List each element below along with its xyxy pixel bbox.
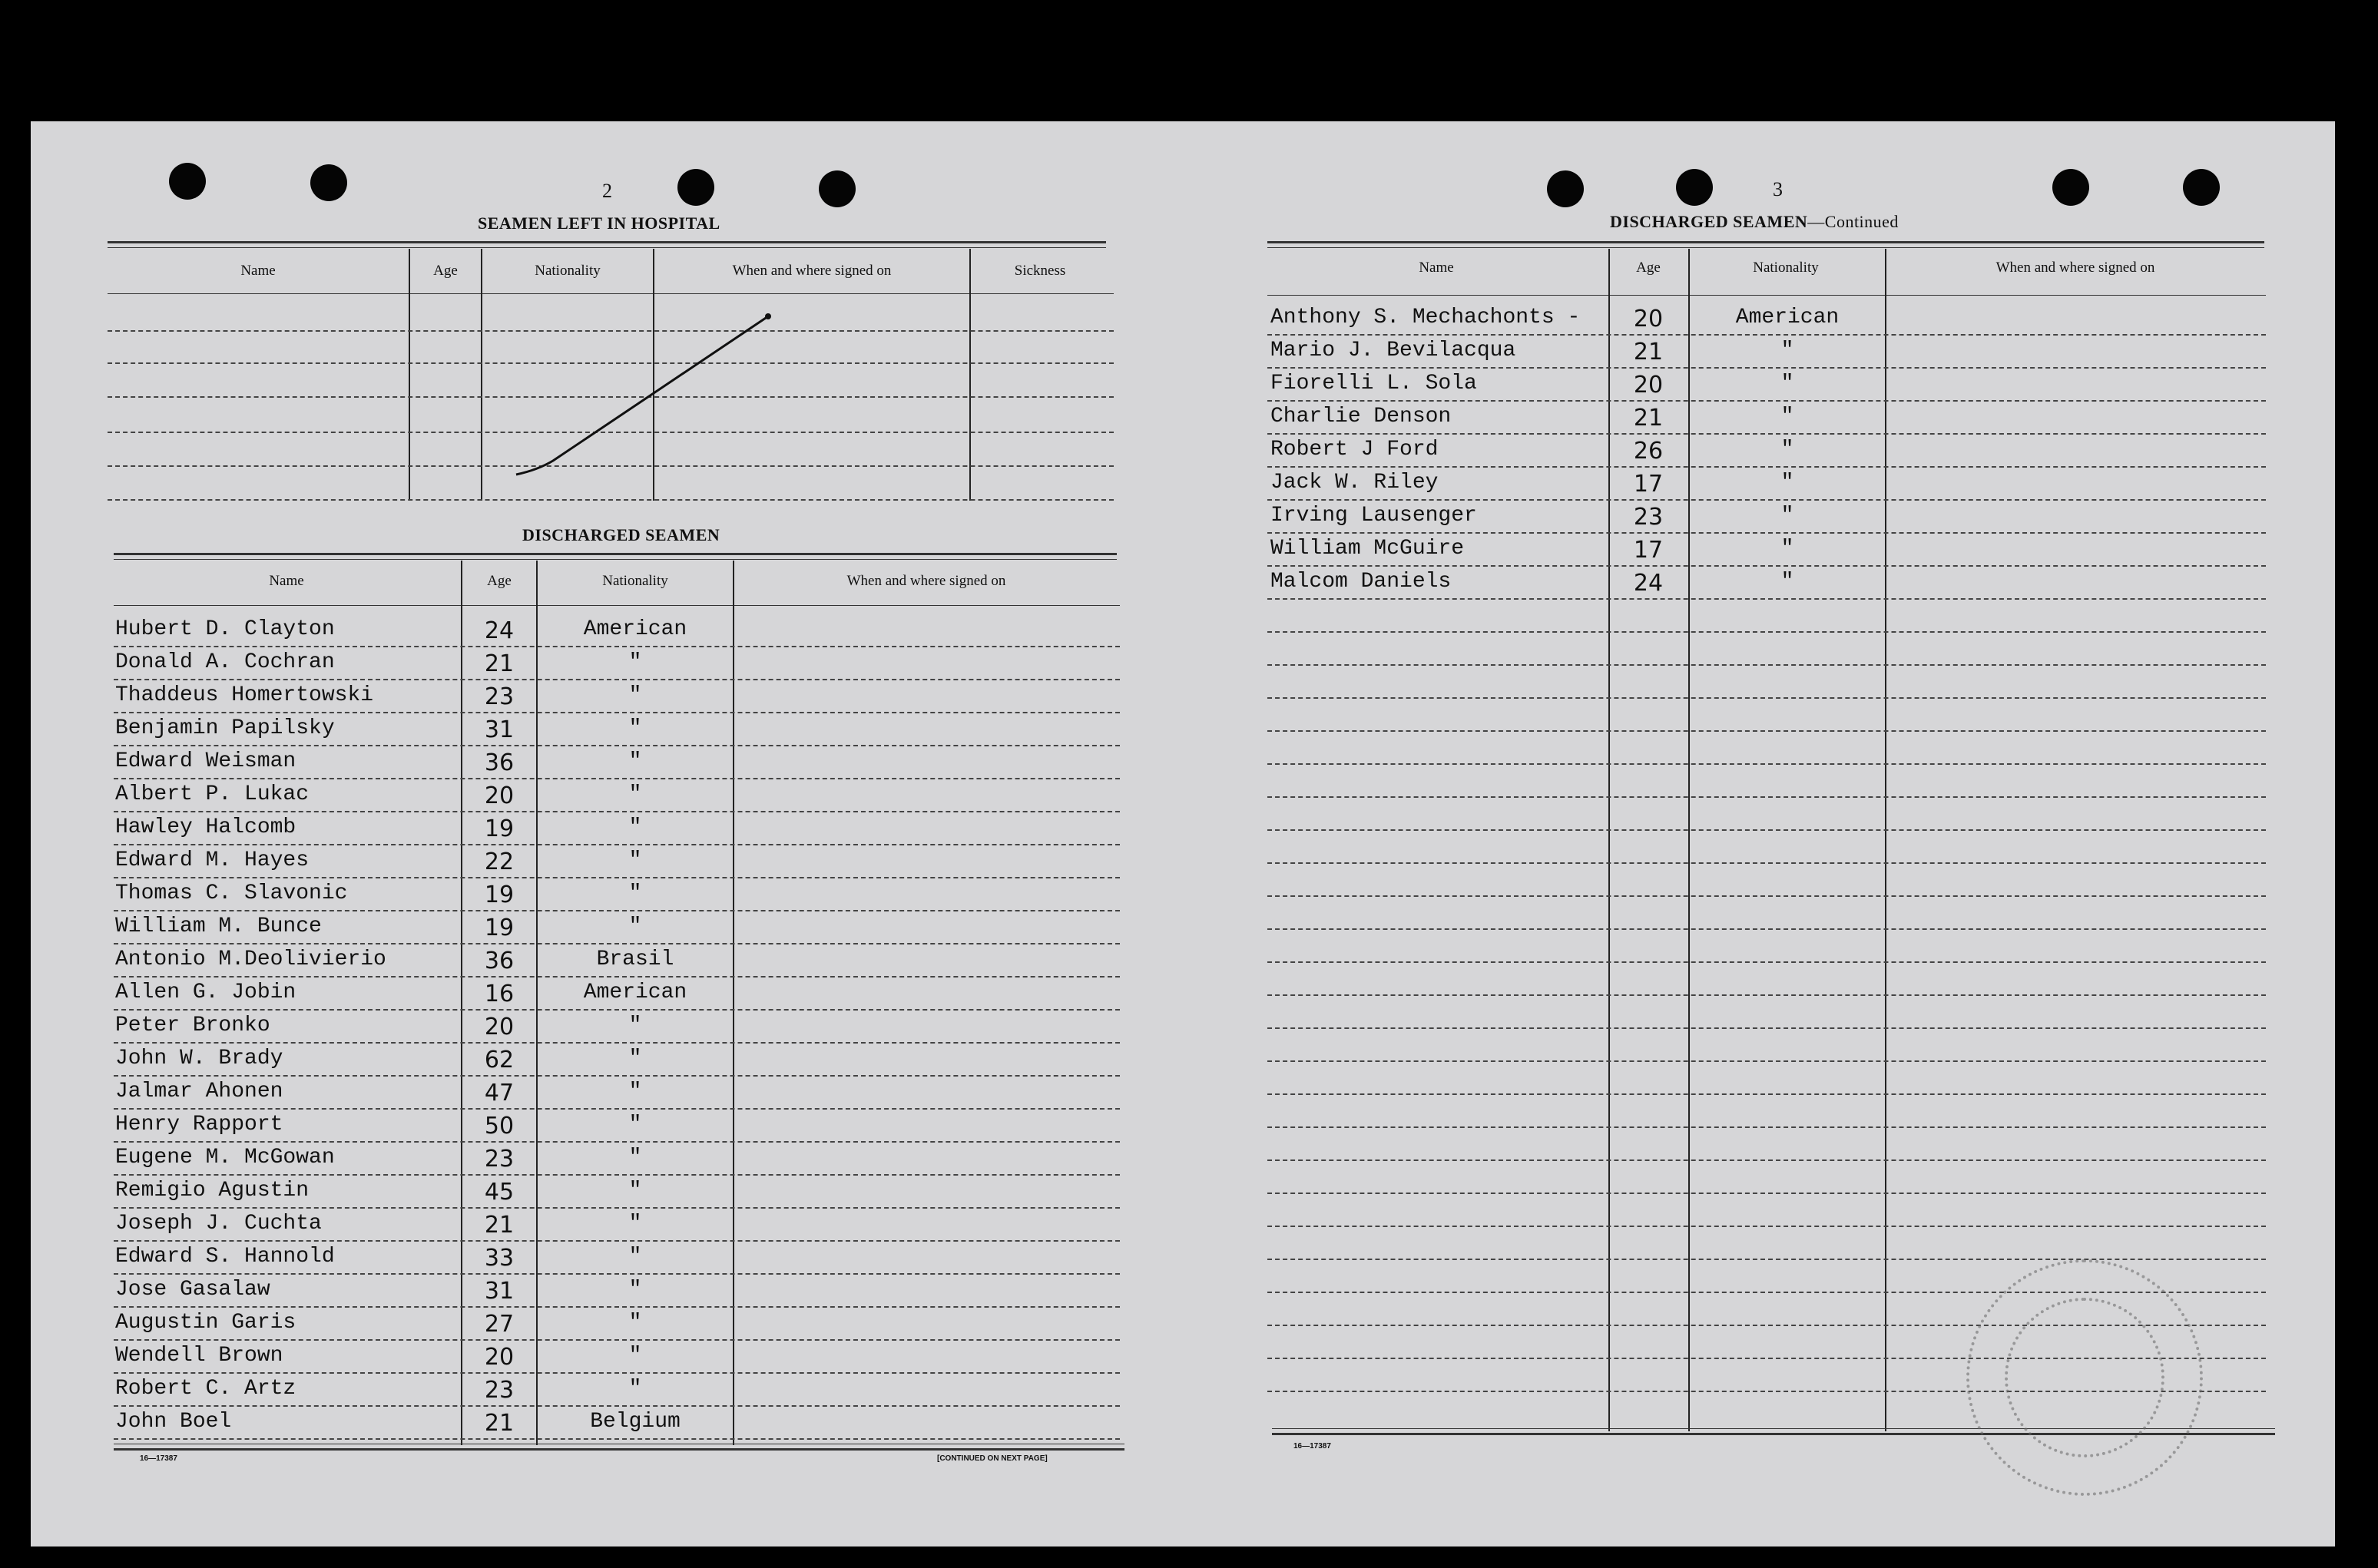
table-row-line <box>114 1075 1120 1077</box>
seaman-name: Thaddeus Homertowski <box>115 683 374 707</box>
seaman-name: Allen G. Jobin <box>115 981 296 1004</box>
seaman-nationality: " <box>628 650 642 674</box>
hospital-header-signed-on: When and where signed on <box>732 263 892 279</box>
discharged-col-divider <box>461 561 462 1445</box>
seaman-age: 45 <box>484 1179 515 1206</box>
table-row-line <box>114 778 1120 779</box>
table-row-line <box>1267 367 2266 369</box>
table-row-line <box>1267 334 2266 336</box>
table-row-line <box>1267 1226 2266 1227</box>
table-row-line <box>1267 1259 2266 1260</box>
seaman-nationality: " <box>628 1377 642 1401</box>
seaman-age: 24 <box>1633 570 1664 597</box>
seaman-age: 36 <box>484 948 515 974</box>
right-header-rule <box>1267 295 2266 296</box>
table-row-line <box>114 1438 1120 1440</box>
table-row-line <box>1267 664 2266 666</box>
seaman-nationality: " <box>628 683 642 707</box>
table-row-line <box>114 745 1120 746</box>
discharged-header-age: Age <box>487 573 512 589</box>
right-header-name: Name <box>1419 260 1454 276</box>
table-row-line <box>1267 895 2266 897</box>
seaman-nationality: " <box>628 1080 642 1103</box>
discharged-col-divider <box>733 561 734 1445</box>
table-row-line <box>114 1009 1120 1011</box>
right-section-title <box>1610 212 1899 232</box>
table-row-line <box>1267 1027 2266 1029</box>
right-header-age: Age <box>1636 260 1661 276</box>
table-row-line <box>1267 928 2266 930</box>
seaman-nationality: " <box>1780 372 1794 395</box>
seaman-age: 31 <box>484 716 515 743</box>
seaman-age: 23 <box>1633 504 1664 531</box>
table-row-line <box>114 1339 1120 1341</box>
seaman-nationality: " <box>628 815 642 839</box>
seaman-age: 21 <box>484 1212 515 1239</box>
seaman-nationality: American <box>583 981 687 1004</box>
seaman-name: Hawley Halcomb <box>115 815 296 839</box>
seaman-name: Antonio M.Deolivierio <box>115 948 386 971</box>
hospital-header-name: Name <box>240 263 276 279</box>
seaman-age: 36 <box>484 749 515 776</box>
hospital-header-sickness: Sickness <box>1014 263 1066 279</box>
seaman-age: 21 <box>1633 339 1664 366</box>
seaman-nationality: " <box>628 749 642 773</box>
table-row-line <box>1267 598 2266 600</box>
seaman-age: 47 <box>484 1080 515 1107</box>
seaman-age: 20 <box>1633 306 1664 332</box>
table-row-line <box>1267 565 2266 567</box>
seaman-name: John W. Brady <box>115 1047 283 1070</box>
seaman-age: 23 <box>484 1146 515 1173</box>
discharged-header-name: Name <box>269 573 304 589</box>
seaman-name: Thomas C. Slavonic <box>115 882 348 905</box>
seaman-name: William McGuire <box>1270 537 1465 561</box>
seaman-nationality: " <box>628 1344 642 1368</box>
table-row-line <box>114 1240 1120 1242</box>
table-row-line <box>1267 763 2266 765</box>
seaman-name: Anthony S. Mechachonts - <box>1270 306 1581 329</box>
table-row-line <box>114 679 1120 680</box>
seaman-age: 19 <box>484 815 515 842</box>
seaman-age: 16 <box>484 981 515 1007</box>
seaman-age: 21 <box>484 650 515 677</box>
seaman-age: 19 <box>484 882 515 908</box>
table-row-line <box>114 943 1120 944</box>
seaman-nationality: " <box>628 1146 642 1169</box>
seaman-nationality: " <box>1780 570 1794 594</box>
table-row-line <box>1267 433 2266 435</box>
table-row-line <box>1267 1193 2266 1194</box>
table-row-line <box>1267 961 2266 963</box>
seaman-name: Edward Weisman <box>115 749 296 773</box>
table-row-line <box>114 844 1120 845</box>
seaman-nationality: " <box>628 882 642 905</box>
seaman-nationality: American <box>1735 306 1840 329</box>
table-row-line <box>1267 697 2266 699</box>
seaman-nationality: " <box>628 716 642 740</box>
seaman-nationality: " <box>628 1047 642 1070</box>
table-row-line <box>114 1273 1120 1275</box>
table-row-line <box>114 1372 1120 1374</box>
table-row-line <box>1267 532 2266 534</box>
seaman-name: Irving Lausenger <box>1270 504 1477 528</box>
table-row-line <box>114 1108 1120 1110</box>
seaman-name: John Boel <box>115 1410 232 1434</box>
seaman-age: 20 <box>1633 372 1664 399</box>
table-row-line <box>1267 730 2266 732</box>
seaman-nationality: " <box>628 1278 642 1302</box>
seaman-age: 62 <box>484 1047 515 1073</box>
table-row-line <box>1267 466 2266 468</box>
discharged-header-rule <box>114 605 1120 606</box>
right-form-number: 16—17387 <box>1293 1442 1331 1451</box>
seaman-name: Joseph J. Cuchta <box>115 1212 322 1236</box>
discharged-col-divider <box>536 561 538 1445</box>
right-col-divider <box>1885 249 1886 1431</box>
table-row-line <box>114 1405 1120 1407</box>
table-row-line <box>1267 499 2266 501</box>
seaman-nationality: " <box>1780 471 1794 495</box>
left-bottom-rule-thick <box>114 1448 1124 1451</box>
table-row-line <box>1267 829 2266 831</box>
table-row-line <box>1267 1159 2266 1161</box>
discharged-top-rule <box>114 553 1117 555</box>
seaman-name: Hubert D. Clayton <box>115 617 335 641</box>
table-row-line <box>1267 1093 2266 1095</box>
seaman-name: Benjamin Papilsky <box>115 716 335 740</box>
seaman-name: Donald A. Cochran <box>115 650 335 674</box>
seaman-age: 20 <box>484 1014 515 1040</box>
seaman-age: 23 <box>484 1377 515 1404</box>
right-col-divider <box>1688 249 1690 1431</box>
seaman-name: Robert C. Artz <box>115 1377 296 1401</box>
right-top-rule-thin <box>1267 247 2264 248</box>
seaman-age: 24 <box>484 617 515 644</box>
seaman-name: Augustin Garis <box>115 1311 296 1335</box>
table-row-line <box>114 646 1120 647</box>
right-page-number: 3 <box>1773 178 1783 200</box>
discharged-section-title: DISCHARGED SEAMEN <box>522 525 720 544</box>
table-row-line <box>114 1306 1120 1308</box>
hospital-header-age: Age <box>433 263 458 279</box>
seaman-nationality: " <box>1780 438 1794 461</box>
seaman-name: Charlie Denson <box>1270 405 1452 428</box>
seaman-age: 23 <box>484 683 515 710</box>
seaman-age: 17 <box>1633 471 1664 498</box>
seaman-nationality: " <box>628 1179 642 1202</box>
right-title-main: DISCHARGED SEAMEN <box>1610 212 1808 231</box>
seaman-age: 22 <box>484 849 515 875</box>
seaman-name: Jose Gasalaw <box>115 1278 270 1302</box>
seaman-nationality: " <box>628 1113 642 1136</box>
seaman-name: Jack W. Riley <box>1270 471 1439 495</box>
seaman-name: Fiorelli L. Sola <box>1270 372 1477 395</box>
seaman-nationality: " <box>628 1245 642 1269</box>
right-header-signed-on: When and where signed on <box>1995 260 2155 276</box>
seaman-name: Peter Bronko <box>115 1014 270 1037</box>
seaman-nationality: " <box>1780 504 1794 528</box>
seaman-nationality: Belgium <box>590 1410 681 1434</box>
seaman-name: Albert P. Lukac <box>115 782 310 806</box>
seaman-nationality: " <box>628 849 642 872</box>
right-col-divider <box>1608 249 1610 1431</box>
right-header-nationality: Nationality <box>1753 260 1819 276</box>
table-row-line <box>1267 631 2266 633</box>
seaman-age: 19 <box>484 915 515 941</box>
table-row-line <box>1267 400 2266 402</box>
seaman-name: William M. Bunce <box>115 915 322 938</box>
seaman-age: 21 <box>484 1410 515 1437</box>
table-row-line <box>114 1174 1120 1176</box>
table-row-line <box>1267 796 2266 798</box>
table-row-line <box>114 712 1120 713</box>
seaman-nationality: " <box>628 1311 642 1335</box>
table-row-line <box>1267 994 2266 996</box>
table-row-line <box>1267 862 2266 864</box>
discharged-top-rule-thin <box>114 559 1117 560</box>
seaman-name: Henry Rapport <box>115 1113 283 1136</box>
hospital-header-nationality: Nationality <box>535 263 601 279</box>
seaman-name: Jalmar Ahonen <box>115 1080 283 1103</box>
seaman-nationality: " <box>1780 405 1794 428</box>
table-row-line <box>114 1207 1120 1209</box>
seaman-age: 33 <box>484 1245 515 1272</box>
seaman-nationality: " <box>1780 339 1794 362</box>
seaman-age: 17 <box>1633 537 1664 564</box>
table-row-line <box>1267 1060 2266 1062</box>
seaman-nationality: " <box>628 915 642 938</box>
table-row-line <box>114 1141 1120 1143</box>
seaman-age: 26 <box>1633 438 1664 465</box>
table-row-line <box>1267 1126 2266 1128</box>
seaman-age: 21 <box>1633 405 1664 432</box>
seaman-nationality: " <box>628 1014 642 1037</box>
left-form-number: 16—17387 <box>140 1454 177 1463</box>
continued-note: [CONTINUED ON NEXT PAGE] <box>937 1454 1048 1463</box>
seaman-nationality: " <box>628 1212 642 1236</box>
right-title-continued: —Continued <box>1807 212 1899 231</box>
table-row-line <box>114 811 1120 812</box>
seaman-age: 20 <box>484 782 515 809</box>
right-top-rule <box>1267 241 2264 243</box>
seaman-nationality: Brasil <box>596 948 674 971</box>
discharged-header-nationality: Nationality <box>602 573 668 589</box>
seaman-age: 27 <box>484 1311 515 1338</box>
seaman-nationality: " <box>1780 537 1794 561</box>
seaman-name: Malcom Daniels <box>1270 570 1452 594</box>
seaman-name: Mario J. Bevilacqua <box>1270 339 1516 362</box>
left-page-number: 2 <box>602 180 612 202</box>
seaman-name: Remigio Agustin <box>115 1179 310 1202</box>
table-row-line <box>114 910 1120 911</box>
seaman-name: Eugene M. McGowan <box>115 1146 335 1169</box>
hospital-section-title: SEAMEN LEFT IN HOSPITAL <box>478 213 720 233</box>
discharged-header-signed-on: When and where signed on <box>846 573 1006 589</box>
seaman-name: Edward M. Hayes <box>115 849 310 872</box>
seaman-name: Robert J Ford <box>1270 438 1439 461</box>
table-row-line <box>114 1042 1120 1044</box>
seaman-age: 50 <box>484 1113 515 1140</box>
postmark-stamp-inner <box>2005 1298 2164 1457</box>
table-row-line <box>114 976 1120 978</box>
seaman-name: Edward S. Hannold <box>115 1245 335 1269</box>
seaman-nationality: " <box>628 782 642 806</box>
seaman-age: 20 <box>484 1344 515 1371</box>
seaman-name: Wendell Brown <box>115 1344 283 1368</box>
seaman-age: 31 <box>484 1278 515 1305</box>
table-row-line <box>114 877 1120 878</box>
seaman-nationality: American <box>583 617 687 641</box>
